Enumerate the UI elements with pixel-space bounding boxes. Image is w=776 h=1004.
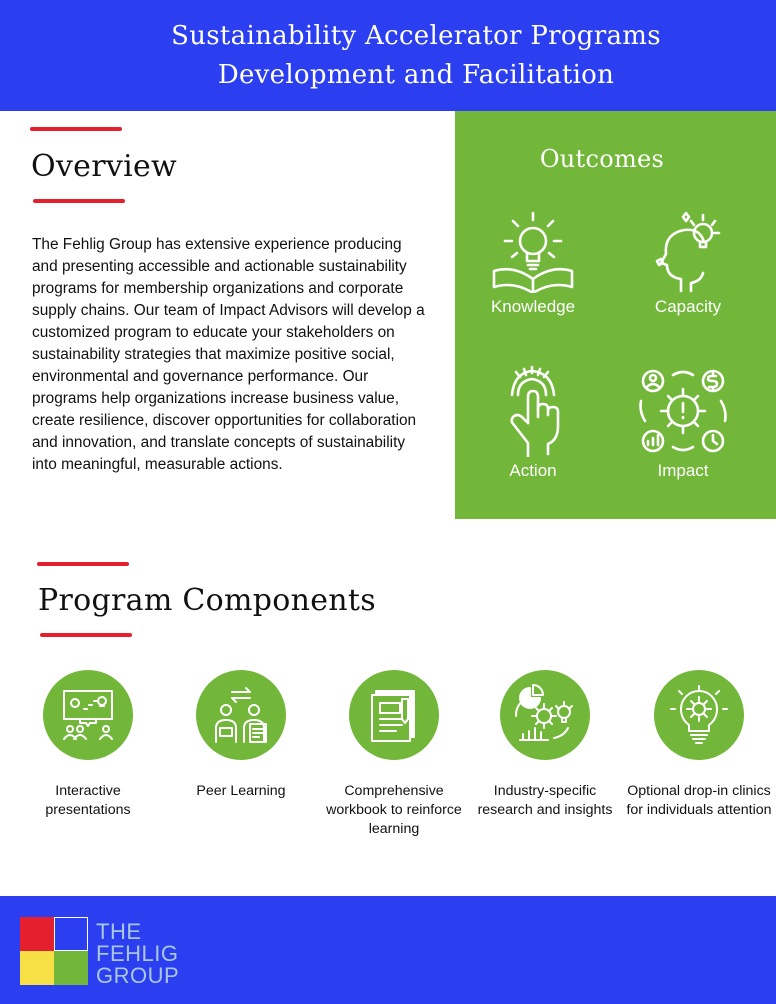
component-label: Optional drop-in clinics for individuals attention [626,783,772,818]
component-icon-circle [196,670,286,760]
outcome-label: Action [509,461,557,480]
page-header [0,0,776,111]
research-icon [514,684,576,746]
component-icon-circle [349,670,439,760]
logo-wordmark [96,921,179,987]
logo-line-3: GROUP [96,963,180,988]
component-label: Peer Learning [196,783,286,799]
outcomes-title: Outcomes [539,145,665,173]
component-research [471,670,619,820]
outcome-impact [618,365,748,481]
component-interactive-presentations [14,670,162,820]
title-line-2: Development and Facilitation [217,60,615,90]
component-icon-circle [500,670,590,760]
outcome-knowledge [468,209,598,317]
outcome-label: Impact [657,461,709,480]
overview-heading: Overview [31,149,178,184]
component-label: Industry-specific research and insights [477,783,613,818]
lightbulb-gear-icon [669,685,729,745]
logo-square-blue [54,917,88,951]
logo-line-2: FEHLIG [96,941,179,966]
logo-square-green [54,951,88,985]
peer-exchange-icon [210,684,272,746]
component-peer-learning [167,670,315,801]
component-icon-circle [654,670,744,760]
workbook-icon [364,685,424,745]
red-accent-bar [33,199,125,203]
component-drop-in-clinics [625,670,773,820]
red-accent-bar [30,127,122,131]
outcome-label: Knowledge [490,297,576,316]
component-workbook [320,670,468,839]
presentation-icon [58,685,118,745]
logo-square-red [20,917,54,951]
component-label: Comprehensive workbook to reinforce learning [326,783,462,837]
red-accent-bar [37,562,129,566]
outcome-capacity [623,209,753,317]
gear-cycle-icon [635,365,731,457]
outcome-label: Capacity [654,297,722,316]
pointing-hand-icon [488,365,578,457]
lightbulb-book-icon [488,209,578,293]
outcomes-panel [455,111,776,519]
logo-line-1: THE [96,919,142,944]
fehlig-group-logo [20,917,88,985]
component-icon-circle [43,670,133,760]
title-line-1: Sustainability Accelerator Programs [171,21,661,51]
red-accent-bar [40,633,132,637]
head-lightbulb-icon [643,209,733,293]
outcome-action [468,365,598,481]
overview-body: The Fehlig Group has extensive experience producing and presenting accessible and actionable sustainability programs for membership organizations and corporate supply chains. Our team of Impact Advisors will develop a customized program to educate your stakeholders on sustainability strategies that maximize positive social, environmental and governance performance. Our programs help organizations increase business value, create resilience, discover opportunities for collaboration and innovation, and translate concepts of sustainability into meaningful, measurable actions. [32,236,425,473]
logo-square-yellow [20,951,54,985]
component-label: Interactive presentations [45,783,131,818]
program-components-heading: Program Components [38,583,376,618]
